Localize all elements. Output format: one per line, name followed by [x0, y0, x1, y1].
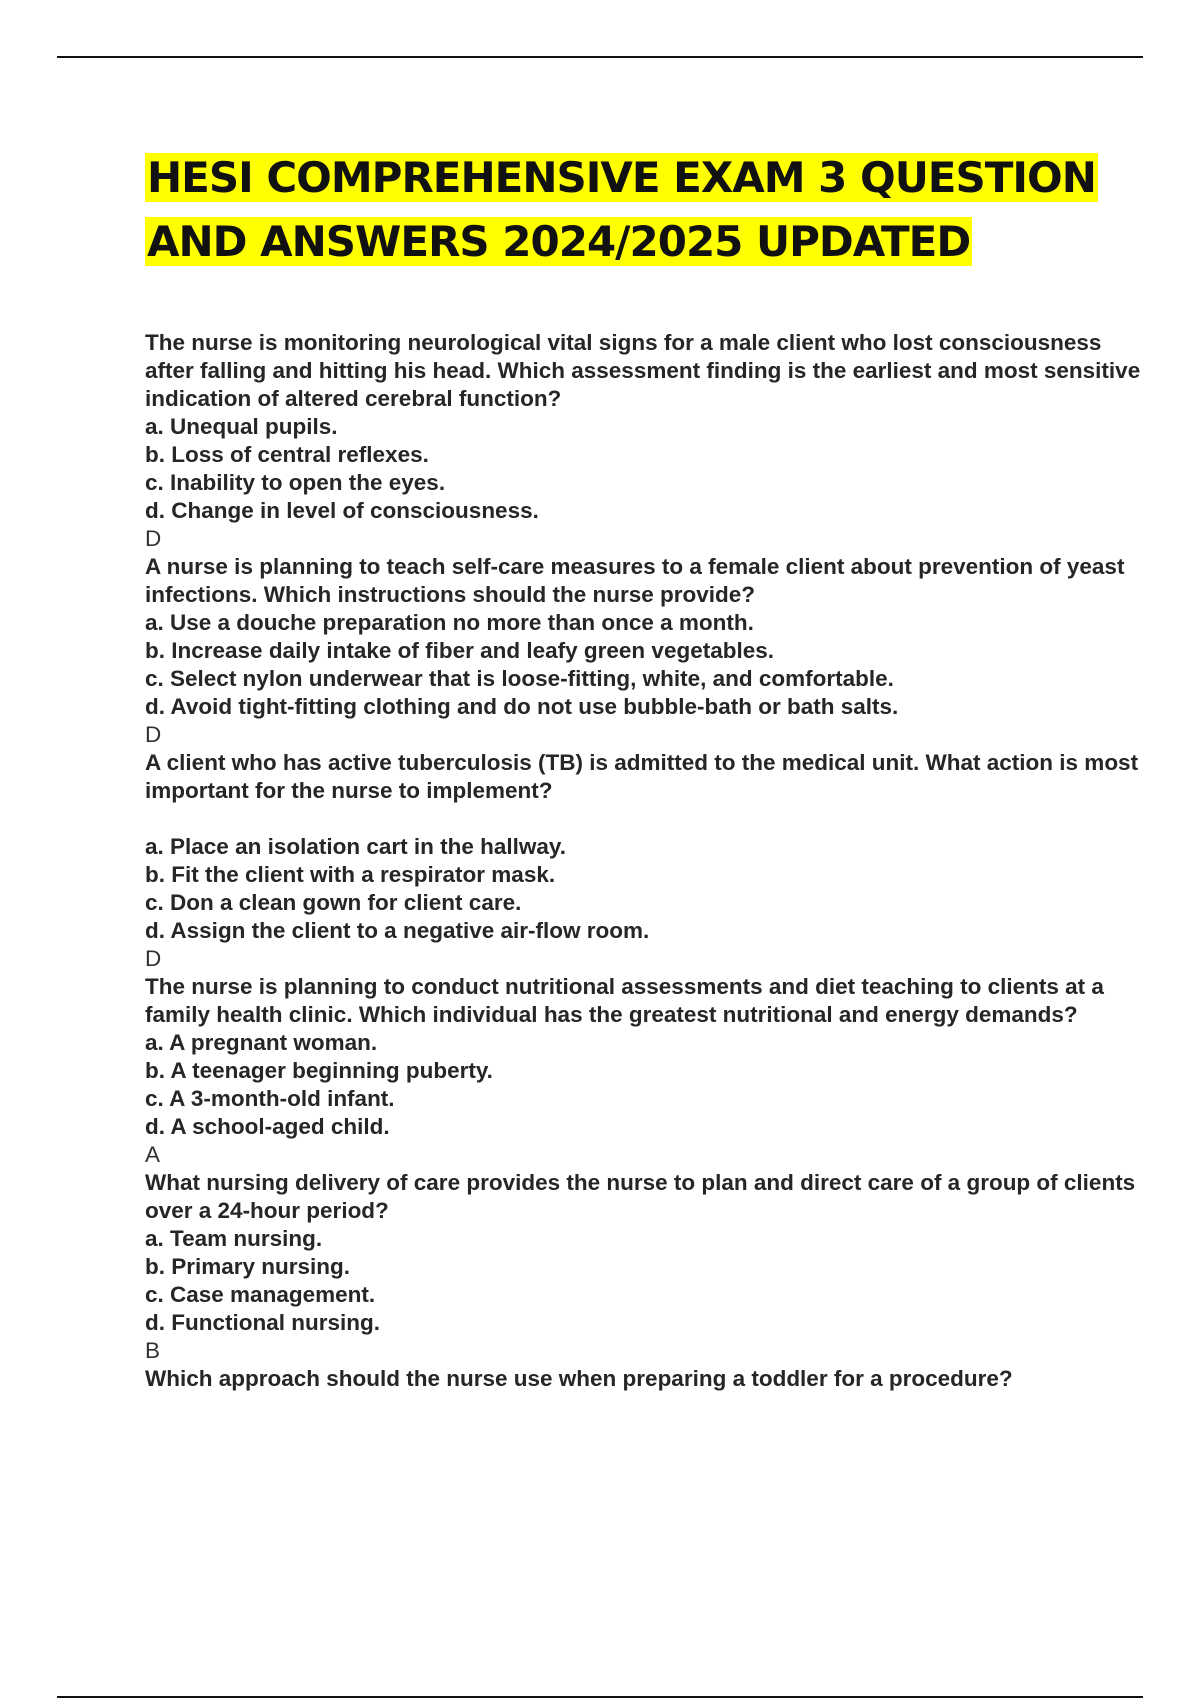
document-title	[145, 146, 1145, 274]
answer-key: D	[145, 526, 162, 551]
question-list	[145, 329, 1155, 1393]
question-block	[145, 1169, 1155, 1365]
option-d: d. Functional nursing.	[145, 1310, 380, 1335]
option-a: a. A pregnant woman.	[145, 1030, 378, 1055]
question-text: The nurse is monitoring neurological vital signs for a male client who lost consciousness after falling and hitting his head. Which assessment finding is the earliest and most sensitive indication of altered cerebral function?	[145, 330, 1141, 411]
question-block	[145, 1365, 1155, 1393]
answer-key: A	[145, 1142, 161, 1167]
title-line-1: HESI COMPREHENSIVE EXAM 3 QUESTION	[147, 153, 1096, 202]
option-b: b. Fit the client with a respirator mask.	[145, 862, 556, 887]
question-text: The nurse is planning to conduct nutritional assessments and diet teaching to clients at a family health clinic. Which individual has the greatest nutritional and energy demands?	[145, 974, 1104, 1027]
option-b: b. Increase daily intake of fiber and leafy green vegetables.	[145, 638, 774, 663]
answer-key: D	[145, 946, 162, 971]
question-block	[145, 749, 1155, 973]
question-block	[145, 329, 1155, 553]
title-line-2: AND ANSWERS 2024/2025 UPDATED	[147, 217, 971, 266]
question-text: Which approach should the nurse use when preparing a toddler for a procedure?	[145, 1366, 1013, 1391]
question-block	[145, 553, 1155, 749]
question-text: What nursing delivery of care provides the nurse to plan and direct care of a group of clients over a 24-hour period?	[145, 1170, 1136, 1223]
option-c: c. A 3-month-old infant.	[145, 1086, 395, 1111]
footer-rule	[57, 1696, 1143, 1698]
option-list	[145, 1029, 1155, 1141]
option-b: b. Loss of central reflexes.	[145, 442, 429, 467]
option-list	[145, 413, 1155, 525]
option-b: b. A teenager beginning puberty.	[145, 1058, 493, 1083]
question-block	[145, 973, 1155, 1169]
option-list	[145, 833, 1155, 945]
option-a: a. Use a douche preparation no more than once a month.	[145, 610, 754, 635]
option-c: c. Don a clean gown for client care.	[145, 890, 522, 915]
answer-key: D	[145, 722, 162, 747]
option-d: d. Change in level of consciousness.	[145, 498, 539, 523]
option-d: d. Assign the client to a negative air-flow room.	[145, 918, 650, 943]
header-rule	[57, 56, 1143, 58]
option-c: c. Case management.	[145, 1282, 376, 1307]
option-d: d. A school-aged child.	[145, 1114, 390, 1139]
option-a: a. Unequal pupils.	[145, 414, 338, 439]
question-text: A nurse is planning to teach self-care measures to a female client about prevention of yeast infections. Which instructions should the nurse provide?	[145, 554, 1125, 607]
option-c: c. Inability to open the eyes.	[145, 470, 446, 495]
option-list	[145, 609, 1155, 721]
answer-key: B	[145, 1338, 161, 1363]
question-text: A client who has active tuberculosis (TB) is admitted to the medical unit. What action is most important for the nurse to implement?	[145, 750, 1139, 803]
option-d: d. Avoid tight-fitting clothing and do not use bubble-bath or bath salts.	[145, 694, 899, 719]
option-a: a. Place an isolation cart in the hallway.	[145, 834, 566, 859]
option-list	[145, 1225, 1155, 1337]
option-a: a. Team nursing.	[145, 1226, 323, 1251]
option-b: b. Primary nursing.	[145, 1254, 351, 1279]
option-c: c. Select nylon underwear that is loose-fitting, white, and comfortable.	[145, 666, 894, 691]
